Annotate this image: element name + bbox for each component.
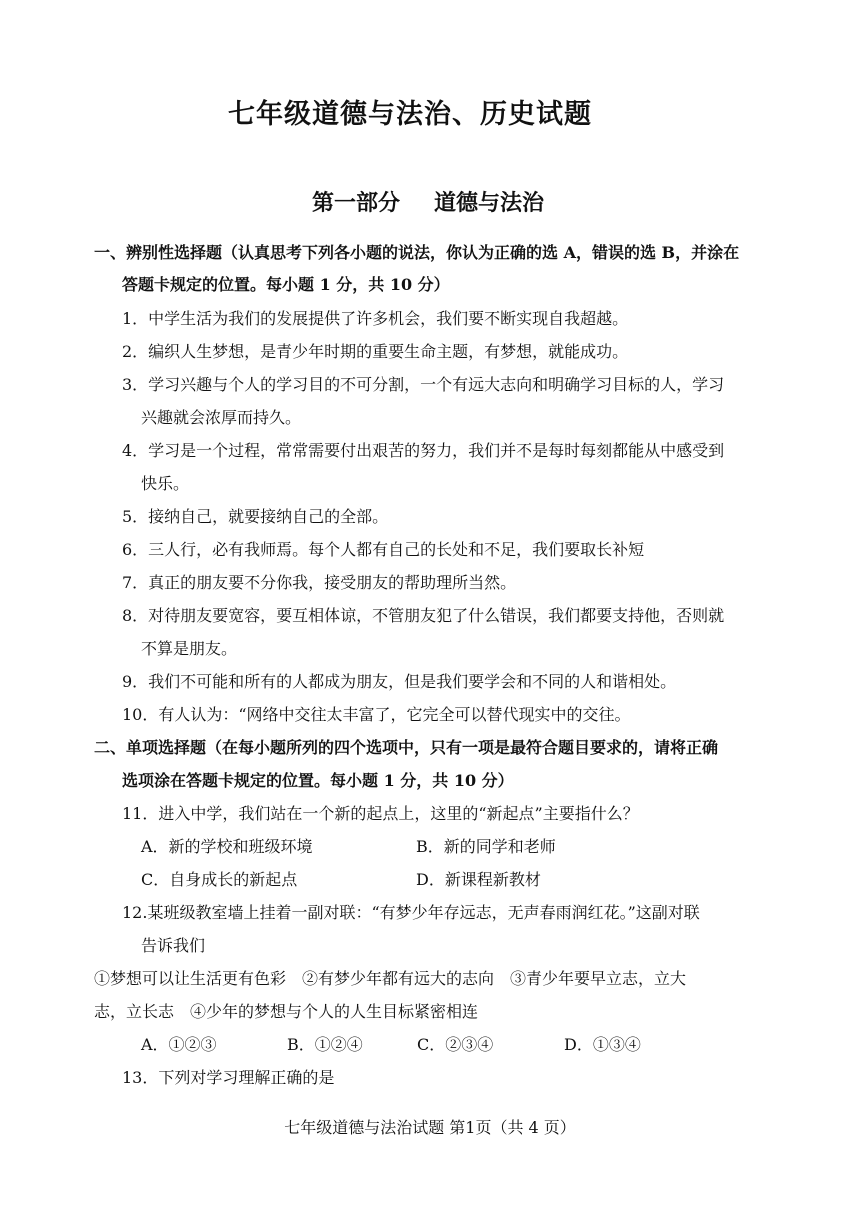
question-11-option-d: D．新课程新教材 — [416, 870, 541, 889]
question-5: 5．接纳自己，就要接纳自己的全部。 — [122, 507, 389, 526]
part-label: 第一部分 — [312, 190, 401, 216]
page-footer: 七年级道德与法治试题 第1页（共 4 页） — [284, 1118, 576, 1137]
question-12-stem-line-2: 告诉我们 — [141, 936, 206, 955]
question-11-stem: 11．进入中学，我们站在一个新的起点上，这里的“新起点”主要指什么？ — [122, 804, 639, 823]
question-12-items-line-2: 志，立长志 ④少年的梦想与个人的人生目标紧密相连 — [94, 1002, 479, 1021]
question-11-option-a: A．新的学校和班级环境 — [141, 837, 313, 856]
question-2: 2．编织人生梦想，是青少年时期的重要生命主题，有梦想，就能成功。 — [122, 342, 629, 361]
question-8-line-2: 不算是朋友。 — [141, 639, 238, 658]
question-12-option-b: B．①②④ — [287, 1035, 363, 1054]
section-2-heading-line-2: 选项涂在答题卡规定的位置。每小题 1 分，共 10 分） — [122, 771, 514, 790]
question-12-option-c: C．②③④ — [417, 1035, 494, 1054]
part-heading — [312, 186, 544, 217]
part-name: 道德与法治 — [434, 190, 545, 216]
question-4-line-1: 4．学习是一个过程，常常需要付出艰苦的努力，我们并不是每时每刻都能从中感受到 — [122, 441, 725, 460]
question-12-option-d: D．①③④ — [564, 1035, 641, 1054]
question-6: 6．三人行，必有我师焉。每个人都有自己的长处和不足，我们要取长补短 — [122, 540, 645, 559]
exam-title: 七年级道德与法治、历史试题 — [228, 99, 592, 130]
question-3-line-2: 兴趣就会浓厚而持久。 — [141, 408, 302, 427]
question-8-line-1: 8．对待朋友要宽容，要互相体谅，不管朋友犯了什么错误，我们都要支持他，否则就 — [122, 606, 725, 625]
question-12-stem-line-1: 12.某班级教室墙上挂着一副对联：“有梦少年存远志，无声春雨润红花。”这副对联 — [122, 903, 700, 922]
question-1: 1．中学生活为我们的发展提供了许多机会，我们要不断实现自我超越。 — [122, 309, 629, 328]
section-2-heading-line-1: 二、单项选择题（在每小题所列的四个选项中，只有一项是最符合题目要求的，请将正确 — [94, 738, 719, 757]
question-10: 10．有人认为：“网络中交往太丰富了，它完全可以替代现实中的交往。 — [122, 705, 631, 724]
question-7: 7．真正的朋友要不分你我，接受朋友的帮助理所当然。 — [122, 573, 517, 592]
question-3-line-1: 3．学习兴趣与个人的学习目的不可分割，一个有远大志向和明确学习目标的人，学习 — [122, 375, 725, 394]
section-1-heading-line-2: 答题卡规定的位置。每小题 1 分，共 10 分） — [122, 275, 450, 294]
question-4-line-2: 快乐。 — [141, 474, 190, 493]
question-13-stem: 13．下列对学习理解正确的是 — [122, 1068, 335, 1087]
question-12-option-a: A．①②③ — [141, 1035, 217, 1054]
question-12-items-line-1: ①梦想可以让生活更有色彩 ②有梦少年都有远大的志向 ③青少年要早立志，立大 — [94, 969, 687, 988]
section-1-heading-line-1: 一、辨别性选择题（认真思考下列各小题的说法，你认为正确的选 A，错误的选 B，并涂在 — [94, 243, 740, 262]
question-9: 9．我们不可能和所有的人都成为朋友，但是我们要学会和不同的人和谐相处。 — [122, 672, 677, 691]
question-11-option-c: C．自身成长的新起点 — [141, 870, 298, 889]
question-11-option-b: B．新的同学和老师 — [416, 837, 556, 856]
